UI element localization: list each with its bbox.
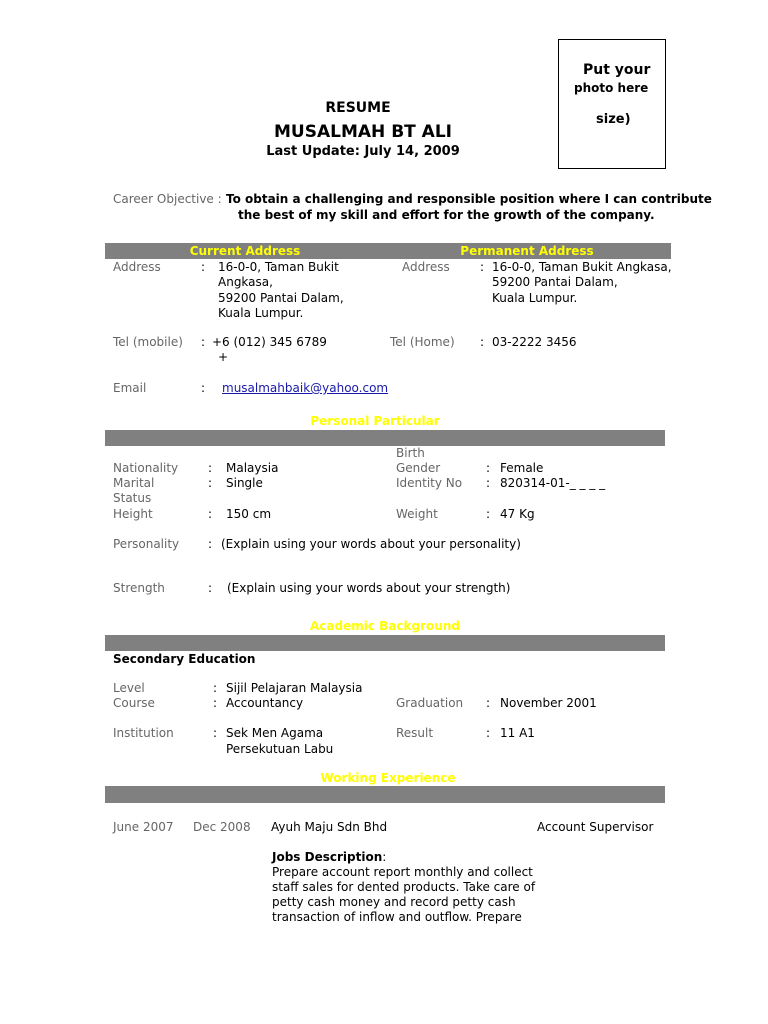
colon: : <box>213 726 218 740</box>
colon: : <box>201 381 206 395</box>
permanent-address-line: Kuala Lumpur. <box>492 291 578 305</box>
current-address-heading: Current Address <box>189 244 301 258</box>
weight-label: Weight <box>396 507 438 521</box>
personal-particular-heading: Personal Particular <box>310 414 440 428</box>
photo-box-line3: size) <box>596 112 631 127</box>
colon: : <box>208 537 213 551</box>
colon: : <box>486 476 491 490</box>
colon: : <box>480 260 485 274</box>
photo-placeholder-box <box>558 39 666 169</box>
level-label: Level <box>113 681 145 695</box>
current-address-line: 59200 Pantai Dalam, <box>218 291 344 305</box>
permanent-address-heading: Permanent Address <box>460 244 594 258</box>
gender-label: Gender <box>396 461 441 475</box>
personality-value: (Explain using your words about your personality) <box>221 537 521 551</box>
birth-label: Birth <box>396 446 425 460</box>
photo-box-line2: photo here <box>574 81 649 95</box>
academic-background-heading: Academic Background <box>310 619 460 633</box>
secondary-education-heading: Secondary Education <box>113 652 256 666</box>
job-position: Account Supervisor <box>537 820 654 834</box>
weight-value: 47 Kg <box>500 507 535 521</box>
gender-value: Female <box>500 461 544 475</box>
marital-label: Marital <box>113 476 155 490</box>
colon: : <box>480 335 485 349</box>
graduation-label: Graduation <box>396 696 464 710</box>
document-type: RESUME <box>325 100 391 116</box>
permanent-address-label: Address <box>402 260 450 274</box>
height-label: Height <box>113 507 153 521</box>
colon: : <box>208 581 213 595</box>
institution-value: Sek Men Agama <box>226 726 324 740</box>
job-description-line: staff sales for dented products. Take care of <box>272 880 536 894</box>
institution-value-line2: Persekutuan Labu <box>226 742 334 756</box>
tel-home-label: Tel (Home) <box>390 335 455 349</box>
tel-mobile-extra: + <box>218 350 229 364</box>
current-address-label: Address <box>113 260 161 274</box>
tel-mobile-label: Tel (mobile) <box>113 335 183 349</box>
current-address-line: 16-0-0, Taman Bukit <box>218 260 339 274</box>
personality-label: Personality <box>113 537 180 551</box>
work-start-date: June 2007 <box>113 820 174 834</box>
identity-value: 820314-01-_ _ _ _ <box>500 476 606 490</box>
colon: : <box>208 461 213 475</box>
course-label: Course <box>113 696 155 710</box>
colon: : <box>201 335 206 349</box>
height-value: 150 cm <box>226 507 272 521</box>
nationality-label: Nationality <box>113 461 179 475</box>
marital-label-status: Status <box>113 491 152 505</box>
tel-mobile-value: +6 (012) 345 6789 <box>212 335 327 349</box>
current-address-line: Angkasa, <box>218 275 273 289</box>
job-description-label-text: Jobs Description <box>272 850 383 864</box>
last-update: Last Update: July 14, 2009 <box>266 144 460 159</box>
graduation-value: November 2001 <box>500 696 597 710</box>
colon: : <box>486 696 491 710</box>
course-value: Accountancy <box>226 696 304 710</box>
strength-label: Strength <box>113 581 165 595</box>
academic-section-bar <box>105 635 665 651</box>
work-end-date: Dec 2008 <box>193 820 251 834</box>
email-label: Email <box>113 381 147 395</box>
job-description-line: transaction of inflow and outflow. Prepare <box>272 910 522 924</box>
permanent-address-line: 16-0-0, Taman Bukit Angkasa, <box>492 260 672 274</box>
email-link[interactable]: musalmahbaik@yahoo.com <box>222 381 389 395</box>
strength-value: (Explain using your words about your strength) <box>227 581 511 595</box>
result-value: 11 A1 <box>500 726 535 740</box>
photo-box-line1: Put your <box>583 62 651 78</box>
colon: : <box>201 260 206 274</box>
colon: : <box>486 726 491 740</box>
result-label: Result <box>396 726 434 740</box>
tel-home-value: 03-2222 3456 <box>492 335 577 349</box>
personal-section-bar <box>105 430 665 446</box>
working-experience-heading: Working Experience <box>320 771 456 785</box>
current-address-line: Kuala Lumpur. <box>218 306 304 320</box>
work-section-bar <box>105 786 665 803</box>
colon: : <box>213 696 218 710</box>
level-value: Sijil Pelajaran Malaysia <box>226 681 363 695</box>
identity-label: Identity No <box>396 476 463 490</box>
institution-label: Institution <box>113 726 174 740</box>
company-name: Ayuh Maju Sdn Bhd <box>271 820 388 834</box>
nationality-value: Malaysia <box>226 461 279 475</box>
job-description-line: petty cash money and record petty cash <box>272 895 516 909</box>
colon: : <box>486 507 491 521</box>
applicant-name: MUSALMAH BT ALI <box>274 122 452 142</box>
colon: : <box>208 476 213 490</box>
career-objective-line2: the best of my skill and effort for the growth of the company. <box>238 208 655 222</box>
career-objective-label: Career Objective : <box>113 192 222 206</box>
job-description-line: Prepare account report monthly and collect <box>272 865 533 879</box>
colon: : <box>486 461 491 475</box>
permanent-address-line: 59200 Pantai Dalam, <box>492 275 618 289</box>
colon: : <box>208 507 213 521</box>
marital-value: Single <box>226 476 263 490</box>
career-objective-line1: To obtain a challenging and responsible position where I can contribute <box>226 192 712 206</box>
colon: : <box>213 681 218 695</box>
job-description-label: Jobs Description: <box>272 850 387 864</box>
